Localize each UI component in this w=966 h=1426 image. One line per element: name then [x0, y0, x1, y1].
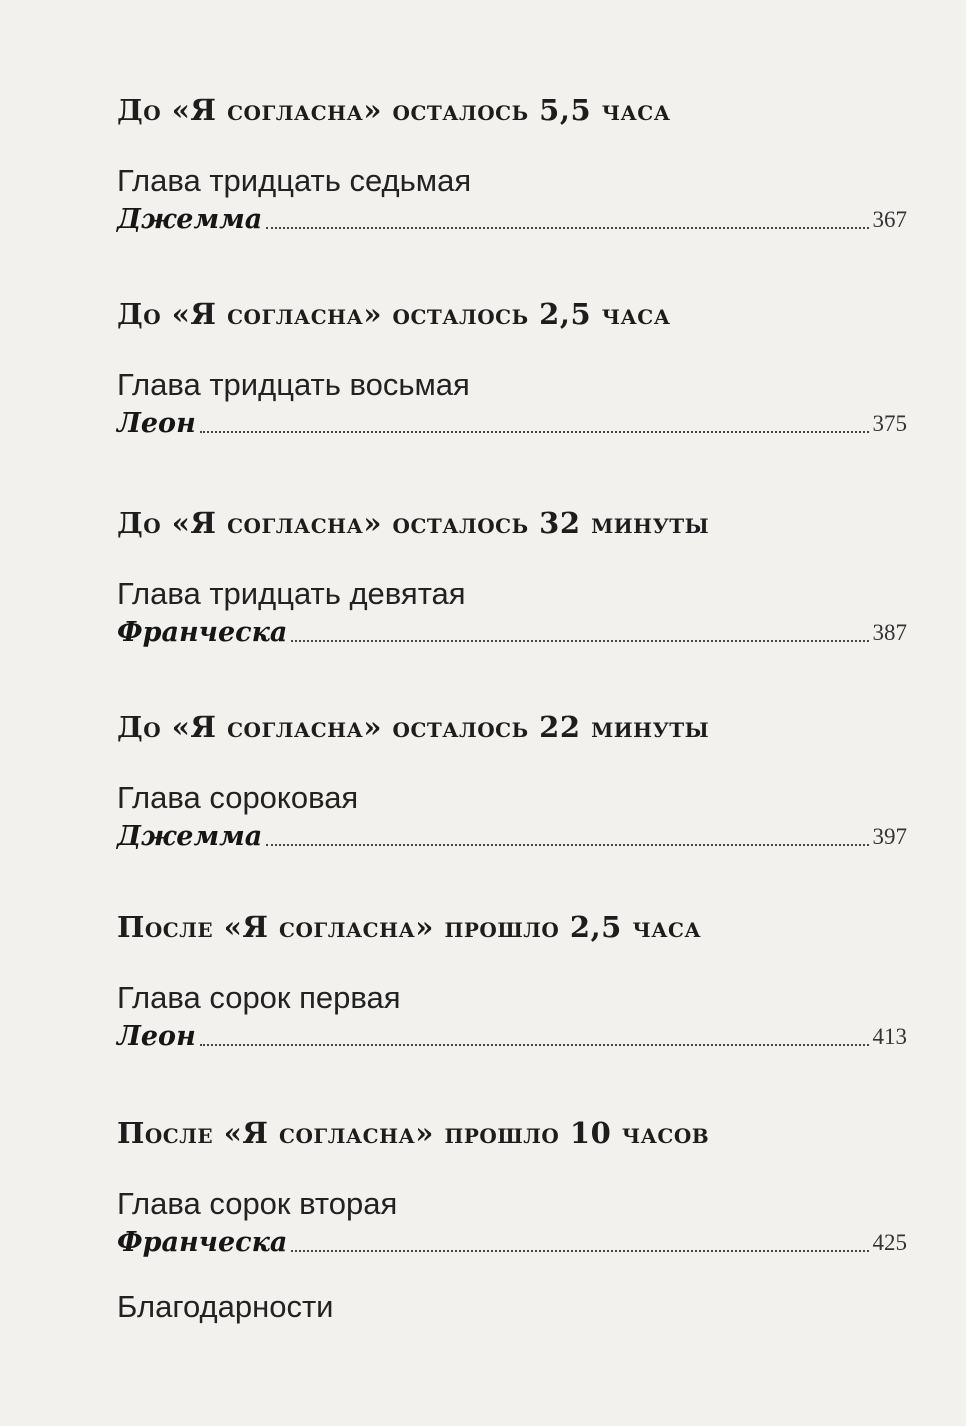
toc-entry[interactable] — [117, 203, 907, 237]
section-heading: До «Я согласна» осталось 32 минуты — [117, 506, 710, 540]
narrator-name: Джемма — [117, 821, 263, 852]
chapter-title: Глава сороковая — [117, 780, 359, 815]
toc-entry[interactable] — [117, 1226, 907, 1260]
page-number: 387 — [872, 620, 907, 645]
toc-entry[interactable] — [117, 1020, 907, 1054]
narrator-name: Леон — [117, 1021, 196, 1052]
toc-section — [117, 297, 907, 441]
toc-section — [117, 93, 907, 237]
chapter-title: Глава тридцать седьмая — [117, 163, 472, 198]
toc-section — [117, 1116, 907, 1260]
chapter-title: Глава сорок первая — [117, 980, 401, 1015]
narrator-name: Франческа — [117, 617, 288, 648]
dot-leader — [200, 1043, 869, 1046]
dot-leader — [291, 639, 868, 642]
acknowledgements-entry[interactable]: Благодарности — [117, 1289, 334, 1324]
toc-entry[interactable] — [117, 407, 907, 441]
chapter-title: Глава тридцать восьмая — [117, 367, 470, 402]
toc-entry[interactable] — [117, 820, 907, 854]
toc-section — [117, 910, 907, 1054]
dot-leader — [291, 1249, 868, 1252]
section-heading: До «Я согласна» осталось 2,5 часа — [117, 297, 671, 331]
toc-entry[interactable] — [117, 616, 907, 650]
toc-section — [117, 710, 907, 854]
dot-leader — [200, 430, 869, 433]
narrator-name: Джемма — [117, 204, 263, 235]
narrator-name: Леон — [117, 408, 196, 439]
page-number: 413 — [872, 1024, 907, 1049]
page-number: 375 — [872, 411, 907, 436]
section-heading: После «Я согласна» прошло 2,5 часа — [117, 910, 702, 944]
chapter-title: Глава тридцать девятая — [117, 576, 466, 611]
narrator-name: Франческа — [117, 1227, 288, 1258]
dot-leader — [266, 226, 868, 229]
page-number: 367 — [872, 207, 907, 232]
chapter-title: Глава сорок вторая — [117, 1186, 398, 1221]
toc-section — [117, 506, 907, 650]
dot-leader — [266, 843, 868, 846]
section-heading: До «Я согласна» осталось 22 минуты — [117, 710, 710, 744]
section-heading: До «Я согласна» осталось 5,5 часа — [117, 93, 671, 127]
page-number: 397 — [872, 824, 907, 849]
section-heading: После «Я согласна» прошло 10 часов — [117, 1116, 710, 1150]
page-number: 425 — [872, 1230, 907, 1255]
